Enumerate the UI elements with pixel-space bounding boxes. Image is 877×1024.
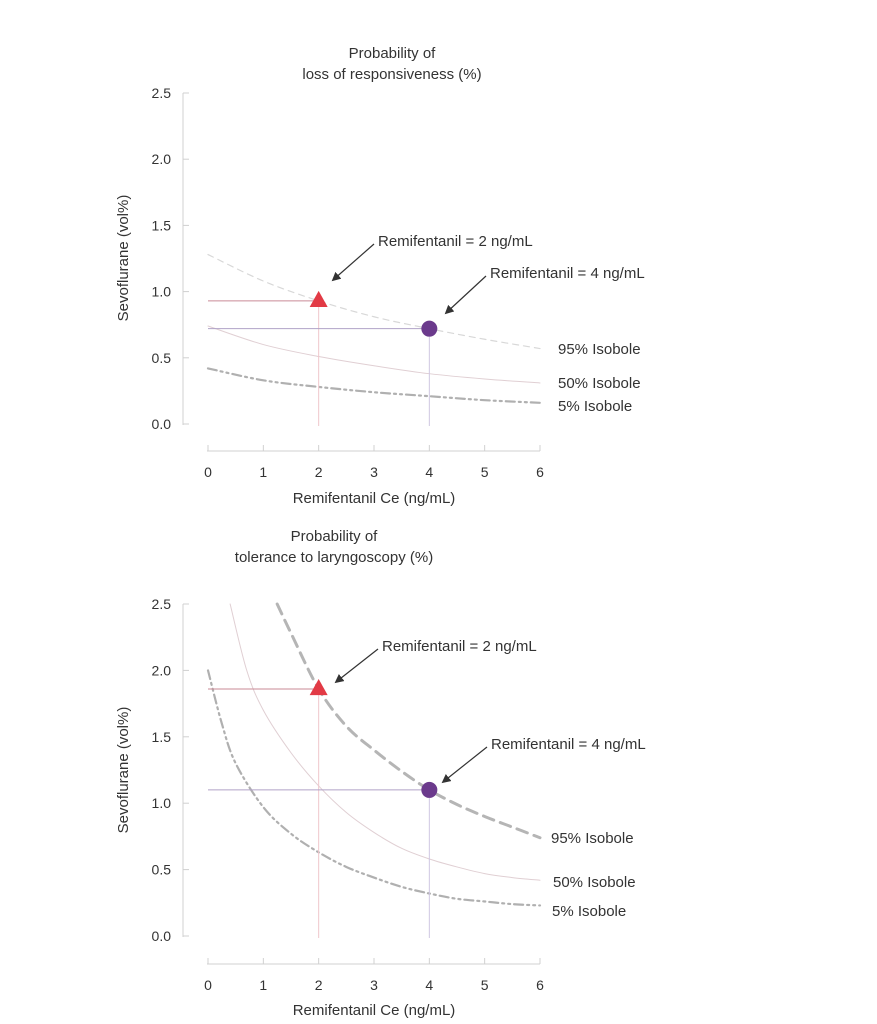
- annotation-label: Remifentanil = 4 ng/mL: [490, 265, 645, 282]
- x-tick-label: 6: [536, 977, 544, 993]
- x-tick-label: 6: [536, 464, 544, 480]
- x-tick-label: 0: [204, 977, 212, 993]
- isobole-label: 50% Isobole: [553, 874, 636, 891]
- x-tick-label: 1: [259, 977, 268, 993]
- y-axis-label: Sevoflurane (vol%): [115, 706, 132, 834]
- y-tick-label: 1.0: [151, 283, 171, 300]
- chart-title-line: tolerance to laryngoscopy (%): [234, 549, 434, 566]
- chart-title-line: Probability of: [348, 45, 436, 62]
- x-axis-label: Remifentanil Ce (ng/mL): [292, 1002, 456, 1019]
- x-tick-label: 3: [370, 977, 378, 993]
- isobole-curve-5: [208, 670, 540, 905]
- annotation-arrow: [333, 244, 374, 280]
- y-tick-label: 0.5: [151, 861, 171, 878]
- x-tick-label: 5: [480, 977, 489, 993]
- isobole-label: 5% Isobole: [552, 903, 627, 920]
- x-tick-label: 4: [425, 977, 434, 993]
- x-tick-label: 3: [370, 464, 378, 480]
- isobole-label: 50% Isobole: [558, 375, 641, 392]
- isobole-label: 95% Isobole: [551, 830, 634, 847]
- x-tick-label: 2: [314, 464, 323, 480]
- chart-title-line: loss of responsiveness (%): [302, 66, 482, 83]
- y-tick-label: 1.5: [151, 728, 171, 745]
- y-tick-label: 2.5: [151, 596, 171, 612]
- triangle-marker: [310, 679, 328, 695]
- y-tick-label: 0.5: [151, 349, 171, 366]
- annotation-arrow: [336, 649, 378, 682]
- chart-panel-2: [115, 528, 646, 1019]
- y-tick-label: 2.5: [151, 85, 171, 101]
- isobole-label: 95% Isobole: [558, 341, 641, 358]
- isobole-curve-50: [208, 326, 540, 383]
- y-tick-label: 1.5: [151, 217, 171, 234]
- y-tick-label: 2.0: [151, 662, 171, 679]
- x-tick-label: 5: [480, 464, 489, 480]
- annotation-arrow: [443, 747, 487, 782]
- x-axis-label: Remifentanil Ce (ng/mL): [292, 490, 456, 507]
- isobole-label: 5% Isobole: [558, 398, 633, 415]
- annotation-label: Remifentanil = 2 ng/mL: [378, 233, 533, 250]
- chart-panel-1: [115, 45, 645, 507]
- circle-marker: [421, 321, 437, 337]
- y-tick-label: 1.0: [151, 795, 171, 812]
- isobole-curve-5: [208, 368, 540, 402]
- chart-title-line: Probability of: [290, 528, 378, 545]
- y-tick-label: 0.0: [151, 928, 171, 944]
- annotation-arrow: [446, 276, 486, 313]
- x-tick-label: 1: [259, 464, 268, 480]
- y-tick-label: 0.0: [151, 416, 171, 432]
- circle-marker: [421, 782, 437, 798]
- x-tick-label: 2: [314, 977, 323, 993]
- x-tick-label: 0: [204, 464, 212, 480]
- annotation-label: Remifentanil = 4 ng/mL: [491, 736, 646, 753]
- y-tick-label: 2.0: [151, 151, 171, 168]
- annotation-label: Remifentanil = 2 ng/mL: [382, 638, 537, 655]
- y-axis-label: Sevoflurane (vol%): [115, 194, 132, 322]
- x-tick-label: 4: [425, 464, 434, 480]
